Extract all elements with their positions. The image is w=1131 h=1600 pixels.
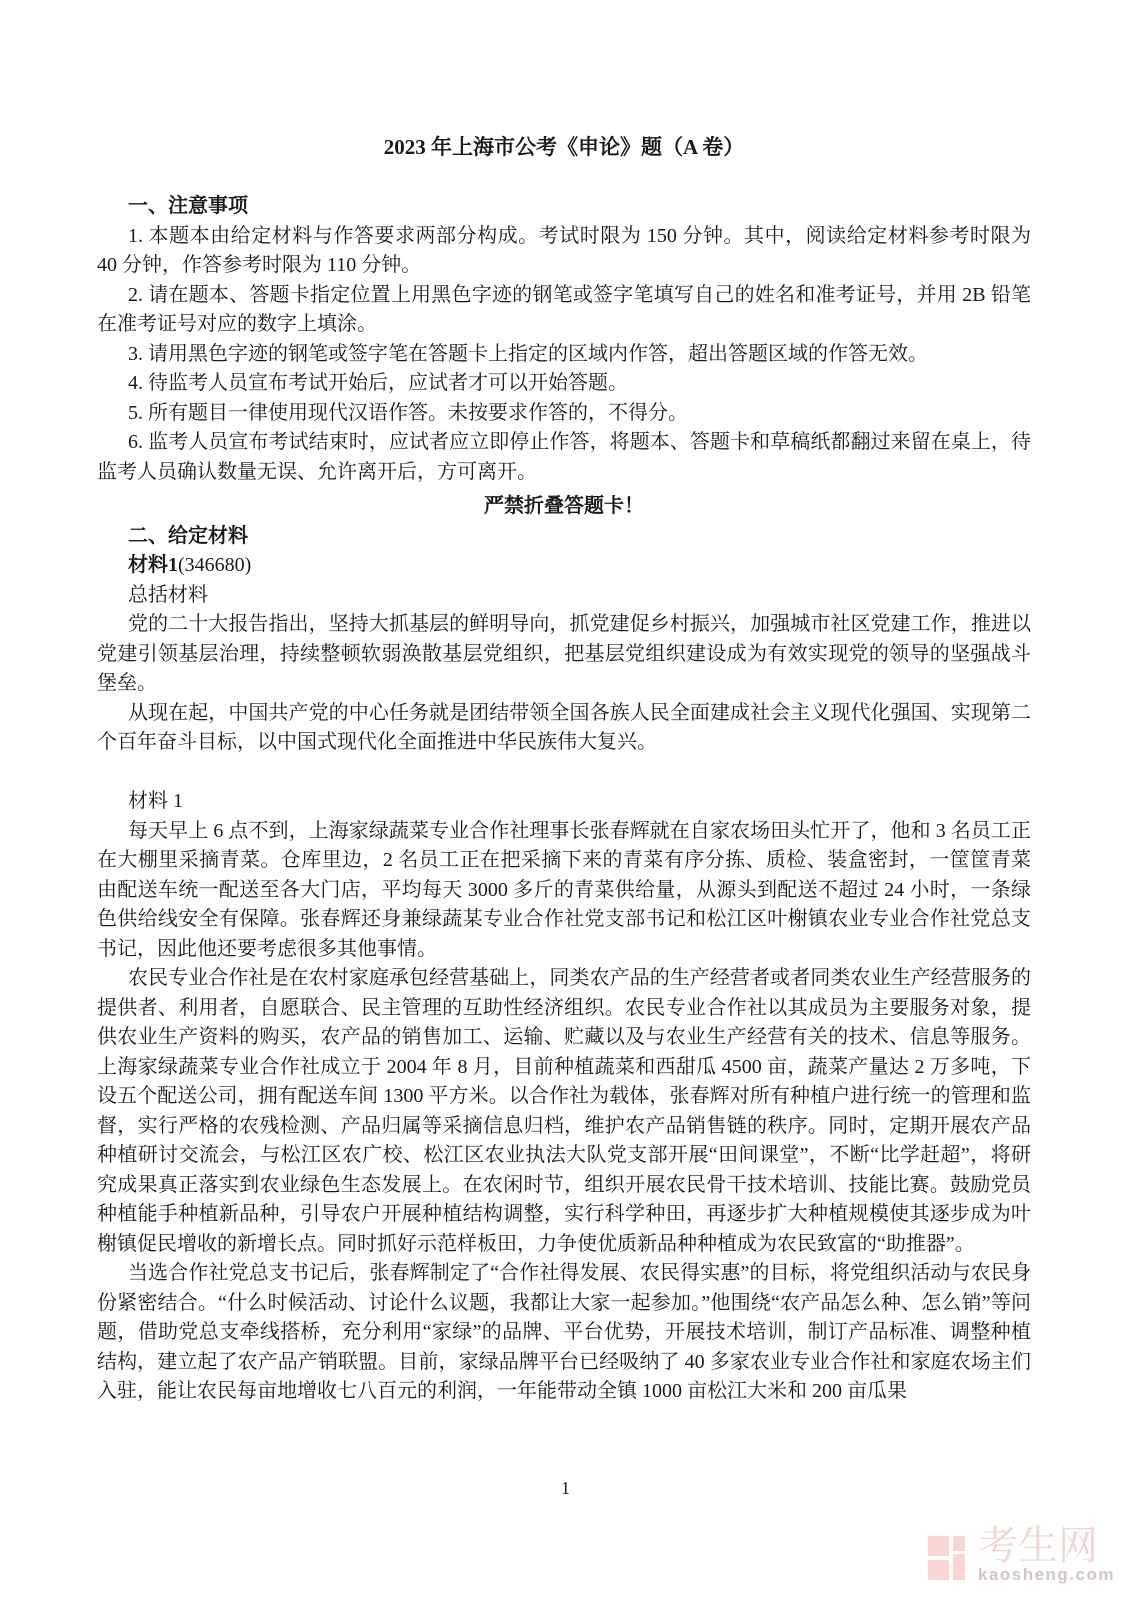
material-paragraph-2: 农民专业合作社是在农村家庭承包经营基础上，同类农产品的生产经营者或者同类农业生产经营服务的提供者、利用者，自愿联合、民主管理的互助性经济组织。农民专业合作社以其成员为主要服务对象，提供农业生产资料的购买，农产品的销售加工、运输、贮藏以及与农业生产经营有关的技术、信息等服务。上海家绿蔬菜专业合作社成立于 2004 年 8 月，目前种植蔬菜和西甜瓜 4500 亩，蔬菜产量达 2 万多吨，下设五个配送公司，拥有配送车间 1300 平方米。以合作社为载体，张春辉对所有种植户进行统一的管理和监督，实行严格的农残检测、产品归属等采摘信息归档，维护农产品销售链的秩序。同时，定期开展农产品种植研讨交流会，与松江区农广校、松江区农业执法大队党支部开展“田间课堂”，不断“比学赶超”，将研究成果真正落实到农业绿色生态发展上。在农闲时节，组织开展农民骨干技术培训、技能比赛。鼓励党员种植能手种植新品种，引导农户开展种植结构调整，实行科学种田，再逐步扩大种植规模使其逐步成为叶榭镇促民增收的新增长点。同时抓好示范样板田，力争使优质新品种种植成为农民致富的“助推器”。 [97,967,1031,1255]
notice-item-1: 1. 本题本由给定材料与作答要求两部分构成。考试时限为 150 分钟。其中，阅读给定材料参考时限为 40 分钟，作答参考时限为 110 分钟。 [97,224,1031,276]
notice-item-4: 4. 待监考人员宣布考试开始后，应试者才可以开始答题。 [128,372,628,394]
material-1-label-line [97,551,1031,581]
notice-item-2: 2. 请在题本、答题卡指定位置上用黑色字迹的钢笔或签字笔填写自己的姓名和准考证号，并用 2B 铅笔在准考证号对应的数字上填涂。 [97,283,1031,335]
logo-block-bottom-right [953,1554,965,1580]
fold-warning: 严禁折叠答题卡！ [484,495,644,517]
logo-block-bottom-left [928,1560,949,1580]
notice-item-3: 3. 请用黑色字迹的钢笔或签字笔在答题卡上指定的区域内作答，超出答题区域的作答无效。 [128,342,928,365]
material-1-code: (346680) [178,554,252,576]
overview-paragraph-1: 党的二十大报告指出，坚持大抓基层的鲜明导向，抓党建促乡村振兴，加强城市社区党建工作，推进以党建引领基层治理，持续整顿软弱涣散基层党组织，把基层党组织建设成为有效实现党的领导的坚强战斗堡垒。 [97,613,1031,694]
watermark-site-name: 考生网 [977,1524,1098,1568]
kaosheng-logo-icon [928,1536,968,1582]
logo-block-top-right [953,1536,965,1551]
document-content [97,132,1031,1407]
materials-heading: 二、给定材料 [128,524,248,547]
notice-item-6: 6. 监考人员宣布考试结束时，应试者应立即停止作答，将题本、答题卡和草稿纸都翻过来留在桌上，待监考人员确认数量无误、允许离开后，方可离开。 [97,431,1031,483]
material-paragraph-1: 每天早上 6 点不到，上海家绿蔬菜专业合作社理事长张春辉就在自家农场田头忙开了，他和 3 名员工正在大棚里采摘青菜。仓库里边，2 名员工正在把采摘下来的青菜有序分拣、质检、装盒密封，一筐筐青菜由配送车统一配送至各大门店，平均每天 3000 多斤的青菜供给量，从源头到配送不超过 24 小时，一条绿色供给线安全有保障。张春辉还身兼绿蔬某专业合作社党支部书记和松江区叶榭镇农业专业合作社党总支书记，因此他还要考虑很多其他事情。 [97,819,1031,960]
overview-paragraph-2: 从现在起，中国共产党的中心任务就是团结带领全国各族人民全面建成社会主义现代化强国、实现第二个百年奋斗目标，以中国式现代化全面推进中华民族伟大复兴。 [97,701,1031,753]
page-title: 2023 年上海市公考《申论》题（A 卷） [383,135,745,159]
overview-label: 总括材料 [128,583,208,606]
material-paragraph-3: 当选合作社党总支书记后，张春辉制定了“合作社得发展、农民得实惠”的目标，将党组织活动与农民身份紧密结合。“什么时候活动、讨论什么议题，我都让大家一起参加。”他围绕“农产品怎么种、怎么销”等问题，借助党总支牵线搭桥，充分利用“家绿”的品牌、平台优势，开展技术培训，制订产品标准、调整种植结构，建立起了农产品产销联盟。目前，家绿品牌平台已经吸纳了 40 多家农业专业合作社和家庭农场主们入驻，能让农民每亩地增收七八百元的利润，一年能带动全镇 1000 亩松江大米和 200 亩瓜果 [97,1262,1031,1402]
site-watermark [928,1526,1115,1584]
material-1-label: 材料1 [128,554,178,576]
notice-item-5: 5. 所有题目一律使用现代汉语作答。未按要求作答的，不得分。 [128,401,688,424]
material-1-sub-label: 材料 1 [128,790,183,812]
page-number: 1 [561,1478,570,1498]
logo-block-top-left [928,1536,949,1556]
watermark-text [978,1526,1115,1584]
watermark-site-domain: kaosheng.com [977,1565,1115,1584]
notice-heading: 一、注意事项 [128,195,248,217]
